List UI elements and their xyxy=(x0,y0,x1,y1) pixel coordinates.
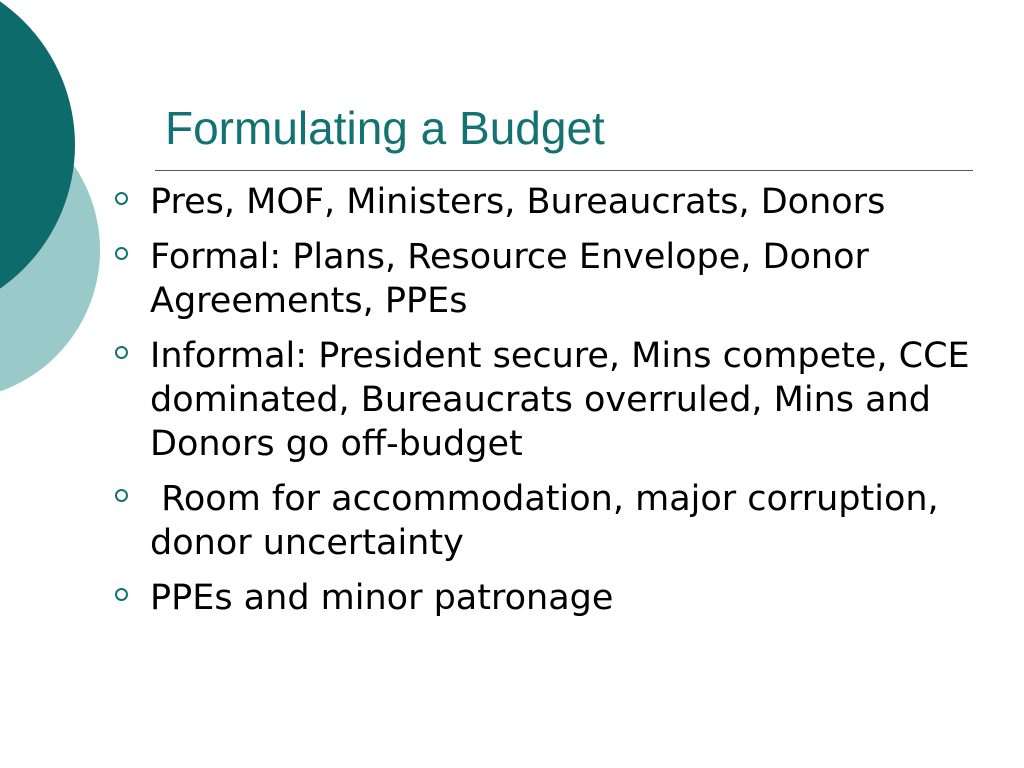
bullet-text: Informal: President secure, Mins compete, CCE dominated, Bureaucrats overruled, Mins and Donors go off-budget xyxy=(150,336,981,464)
hollow-circle-bullet-icon xyxy=(115,192,128,205)
bullet-text: Room for accommodation, major corruption, donor uncertainty xyxy=(150,479,950,563)
bullet-item xyxy=(112,180,992,224)
hollow-circle-bullet-icon xyxy=(115,247,128,260)
slide-title: Formulating a Budget xyxy=(165,102,605,154)
bullet-item xyxy=(112,334,992,466)
hollow-circle-bullet-icon xyxy=(115,588,128,601)
hollow-circle-bullet-icon xyxy=(115,346,128,359)
bullet-item xyxy=(112,576,992,620)
hollow-circle-bullet-icon xyxy=(115,489,128,502)
bullet-item xyxy=(112,235,992,323)
bullet-list xyxy=(112,180,992,631)
bullet-text: PPEs and minor patronage xyxy=(150,578,614,618)
bullet-item xyxy=(112,477,992,565)
bullet-text: Formal: Plans, Resource Envelope, Donor Agreements, PPEs xyxy=(150,237,881,321)
title-divider xyxy=(155,170,973,171)
bullet-text: Pres, MOF, Ministers, Bureaucrats, Donors xyxy=(150,182,886,222)
